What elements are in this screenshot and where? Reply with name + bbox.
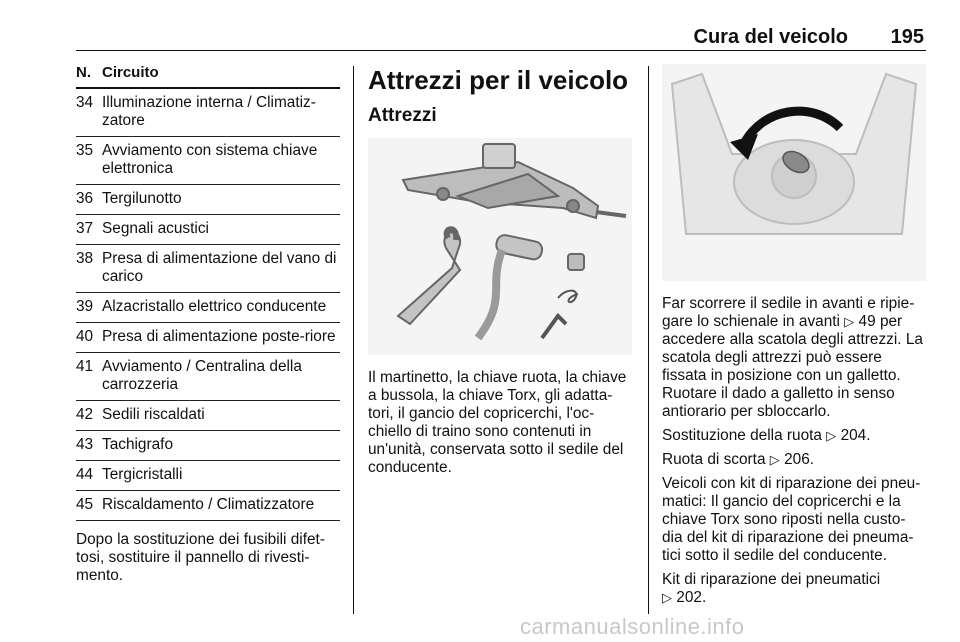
circuit-name: Avviamento / Centralina della carrozzeria bbox=[102, 358, 302, 393]
table-row bbox=[76, 461, 340, 491]
circuit-name: Presa di alimentazione poste-riore bbox=[102, 328, 336, 345]
instructions-column bbox=[662, 64, 926, 613]
section-heading: Attrezzi per il veicolo bbox=[368, 65, 629, 95]
table-row bbox=[76, 89, 340, 137]
wheel-wrench-icon bbox=[398, 229, 460, 324]
column-header-circuit: Circuito bbox=[102, 64, 159, 81]
fuse-table-header bbox=[76, 64, 340, 89]
fuse-number: 34 bbox=[76, 94, 94, 111]
reference-paragraph: Sostituzione della ruota ▷ 204. bbox=[662, 427, 871, 444]
fuse-table-column bbox=[76, 64, 340, 585]
tools-column bbox=[368, 64, 632, 477]
fuse-number: 43 bbox=[76, 436, 94, 453]
table-row bbox=[76, 431, 340, 461]
table-row bbox=[76, 137, 340, 185]
fuse-number: 35 bbox=[76, 142, 94, 159]
table-row bbox=[76, 323, 340, 353]
page-header bbox=[76, 0, 926, 52]
adapter-icon bbox=[568, 254, 584, 270]
fuse-number: 40 bbox=[76, 328, 94, 345]
table-row bbox=[76, 401, 340, 431]
circuit-name: Sedili riscaldati bbox=[102, 406, 205, 423]
tools-description: Il martinetto, la chiave ruota, la chiave a bussola, la chiave Torx, gli adatta-tori, il gancio del copricerchi, l'oc-chiello di traino sono contenuti in un'unità, conservata sotto il sedile del conducente. bbox=[368, 369, 627, 476]
fuse-number: 36 bbox=[76, 190, 94, 207]
table-row bbox=[76, 293, 340, 323]
tools-illustration bbox=[368, 138, 632, 355]
page-reference-link[interactable]: 204. bbox=[840, 427, 871, 444]
instruction-paragraph: Far scorrere il sedile in avanti e ripie-gare lo schienale in avanti ▷ 49 per accedere alla scatola degli attrezzi. La scatola degli attrezzi può essere fissata in posizione con un galletto. Ruotare il dado a galletto in senso antiorario per sbloccarlo. bbox=[662, 295, 923, 420]
fuse-number: 45 bbox=[76, 496, 94, 513]
section-title: Cura del veicolo bbox=[693, 26, 848, 48]
column-divider bbox=[648, 66, 649, 614]
fuse-number: 38 bbox=[76, 250, 94, 267]
column-header-number: N. bbox=[76, 64, 91, 81]
circuit-name: Segnali acustici bbox=[102, 220, 209, 237]
header-divider bbox=[76, 50, 926, 51]
hubcap-hook-icon bbox=[558, 291, 578, 303]
socket-wrench-icon bbox=[478, 234, 544, 338]
table-row bbox=[76, 353, 340, 401]
reference-paragraph: Kit di riparazione dei pneumatici ▷ 202. bbox=[662, 571, 881, 606]
toolbox-illustration bbox=[662, 64, 926, 281]
column-divider bbox=[353, 66, 354, 614]
repair-kit-paragraph: Veicoli con kit di riparazione dei pneu-matici: Il gancio del copricerchi e la chiave Torx sono riposti nella custo-dia del kit di riparazione dei pneuma-tici sotto il sedile del conducente. bbox=[662, 475, 921, 564]
table-row bbox=[76, 245, 340, 293]
page-reference-link[interactable]: 202. bbox=[676, 589, 707, 606]
fuse-replacement-note: Dopo la sostituzione dei fusibili difet-tosi, sostituire il pannello di rivesti-mento. bbox=[76, 531, 325, 584]
page-reference-link[interactable]: 206. bbox=[784, 451, 815, 468]
page-reference-arrow-icon: ▷ bbox=[826, 428, 837, 443]
table-row bbox=[76, 215, 340, 245]
fuse-number: 39 bbox=[76, 298, 94, 315]
reference-paragraph: Ruota di scorta ▷ 206. bbox=[662, 451, 815, 468]
circuit-name: Riscaldamento / Climatizzatore bbox=[102, 496, 315, 513]
table-row bbox=[76, 491, 340, 521]
torx-key-icon bbox=[542, 316, 566, 338]
watermark: carmanualsonline.info bbox=[520, 614, 745, 639]
page-reference-arrow-icon: ▷ bbox=[769, 452, 780, 467]
circuit-name: Tergilunotto bbox=[102, 190, 182, 207]
circuit-name: Avviamento con sistema chiave elettronica bbox=[102, 142, 318, 177]
page-reference-link[interactable]: 49 bbox=[858, 313, 876, 330]
page-reference-arrow-icon: ▷ bbox=[662, 590, 672, 605]
table-row bbox=[76, 185, 340, 215]
circuit-name: Illuminazione interna / Climatiz-zatore bbox=[102, 94, 316, 129]
fuse-number: 37 bbox=[76, 220, 94, 237]
jack-icon bbox=[403, 144, 626, 218]
fuse-number: 42 bbox=[76, 406, 94, 423]
circuit-name: Alzacristallo elettrico conducente bbox=[102, 298, 327, 315]
circuit-name: Tachigrafo bbox=[102, 436, 174, 453]
page-reference-arrow-icon: ▷ bbox=[844, 314, 855, 329]
page-number: 195 bbox=[890, 26, 924, 48]
circuit-name: Presa di alimentazione del vano di carico bbox=[102, 250, 337, 285]
circuit-name: Tergicristalli bbox=[102, 466, 183, 483]
subsection-heading: Attrezzi bbox=[368, 105, 437, 126]
fuse-table-body bbox=[76, 89, 340, 521]
fuse-number: 44 bbox=[76, 466, 94, 483]
fuse-number: 41 bbox=[76, 358, 94, 375]
